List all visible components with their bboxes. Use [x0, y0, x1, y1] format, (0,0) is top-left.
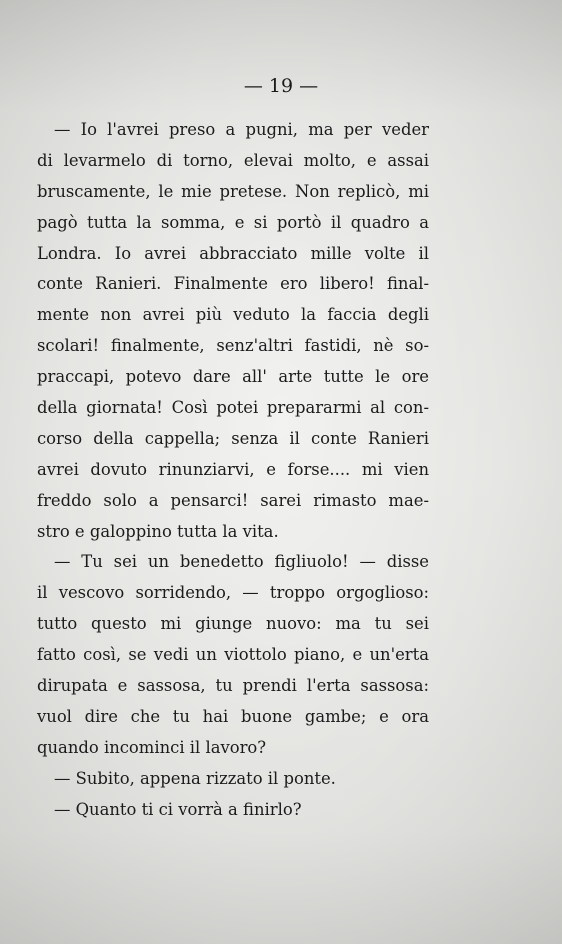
- text-line: della giornata! Così potei prepararmi al con-: [37, 398, 429, 418]
- text-line: dirupata e sassosa, tu prendi l'erta sassosa:: [37, 676, 429, 696]
- text-line: conte Ranieri. Finalmente ero libero! final-: [37, 274, 429, 294]
- text-line: — Io l'avrei preso a pugni, ma per veder: [54, 120, 429, 139]
- text-line: corso della cappella; senza il conte Ranieri: [37, 428, 429, 448]
- text-line: Londra. Io avrei abbracciato mille volte il: [37, 243, 429, 263]
- text-line: bruscamente, le mie pretese. Non replicò, mi: [37, 181, 429, 201]
- text-line: di levarmelo di torno, elevai molto, e assai: [37, 150, 429, 170]
- text-line: quando incominci il lavoro?: [37, 737, 267, 757]
- text-line: mente non avrei più veduto la faccia degli: [37, 305, 429, 325]
- text-line: — Subito, appena rizzato il ponte.: [54, 768, 336, 788]
- page-number: — 19 —: [243, 75, 319, 97]
- text-line: freddo solo a pensarci! sarei rimasto mae-: [37, 490, 429, 510]
- body-text: [37, 115, 429, 825]
- text-line: avrei dovuto rinunziarvi, e forse.... mi vien: [37, 459, 429, 479]
- text-line: — Tu sei un benedetto figliuolo! — disse: [54, 552, 429, 572]
- text-line: pagò tutta la somma, e si portò il quadro a: [37, 212, 429, 232]
- text-line: tutto questo mi giunge nuovo: ma tu sei: [37, 614, 429, 634]
- text-line: stro e galoppino tutta la vita.: [37, 521, 279, 541]
- text-line: il vescovo sorridendo, — troppo orgoglioso:: [37, 583, 429, 603]
- text-line: vuol dire che tu hai buone gambe; e ora: [37, 706, 429, 726]
- text-line: — Quanto ti ci vorrà a finirlo?: [54, 799, 302, 819]
- text-line: fatto così, se vedi un viottolo piano, e un'erta: [37, 645, 429, 665]
- text-line: scolari! finalmente, senz'altri fastidi, nè so-: [37, 336, 429, 356]
- text-line: praccapi, potevo dare all' arte tutte le ore: [37, 367, 429, 387]
